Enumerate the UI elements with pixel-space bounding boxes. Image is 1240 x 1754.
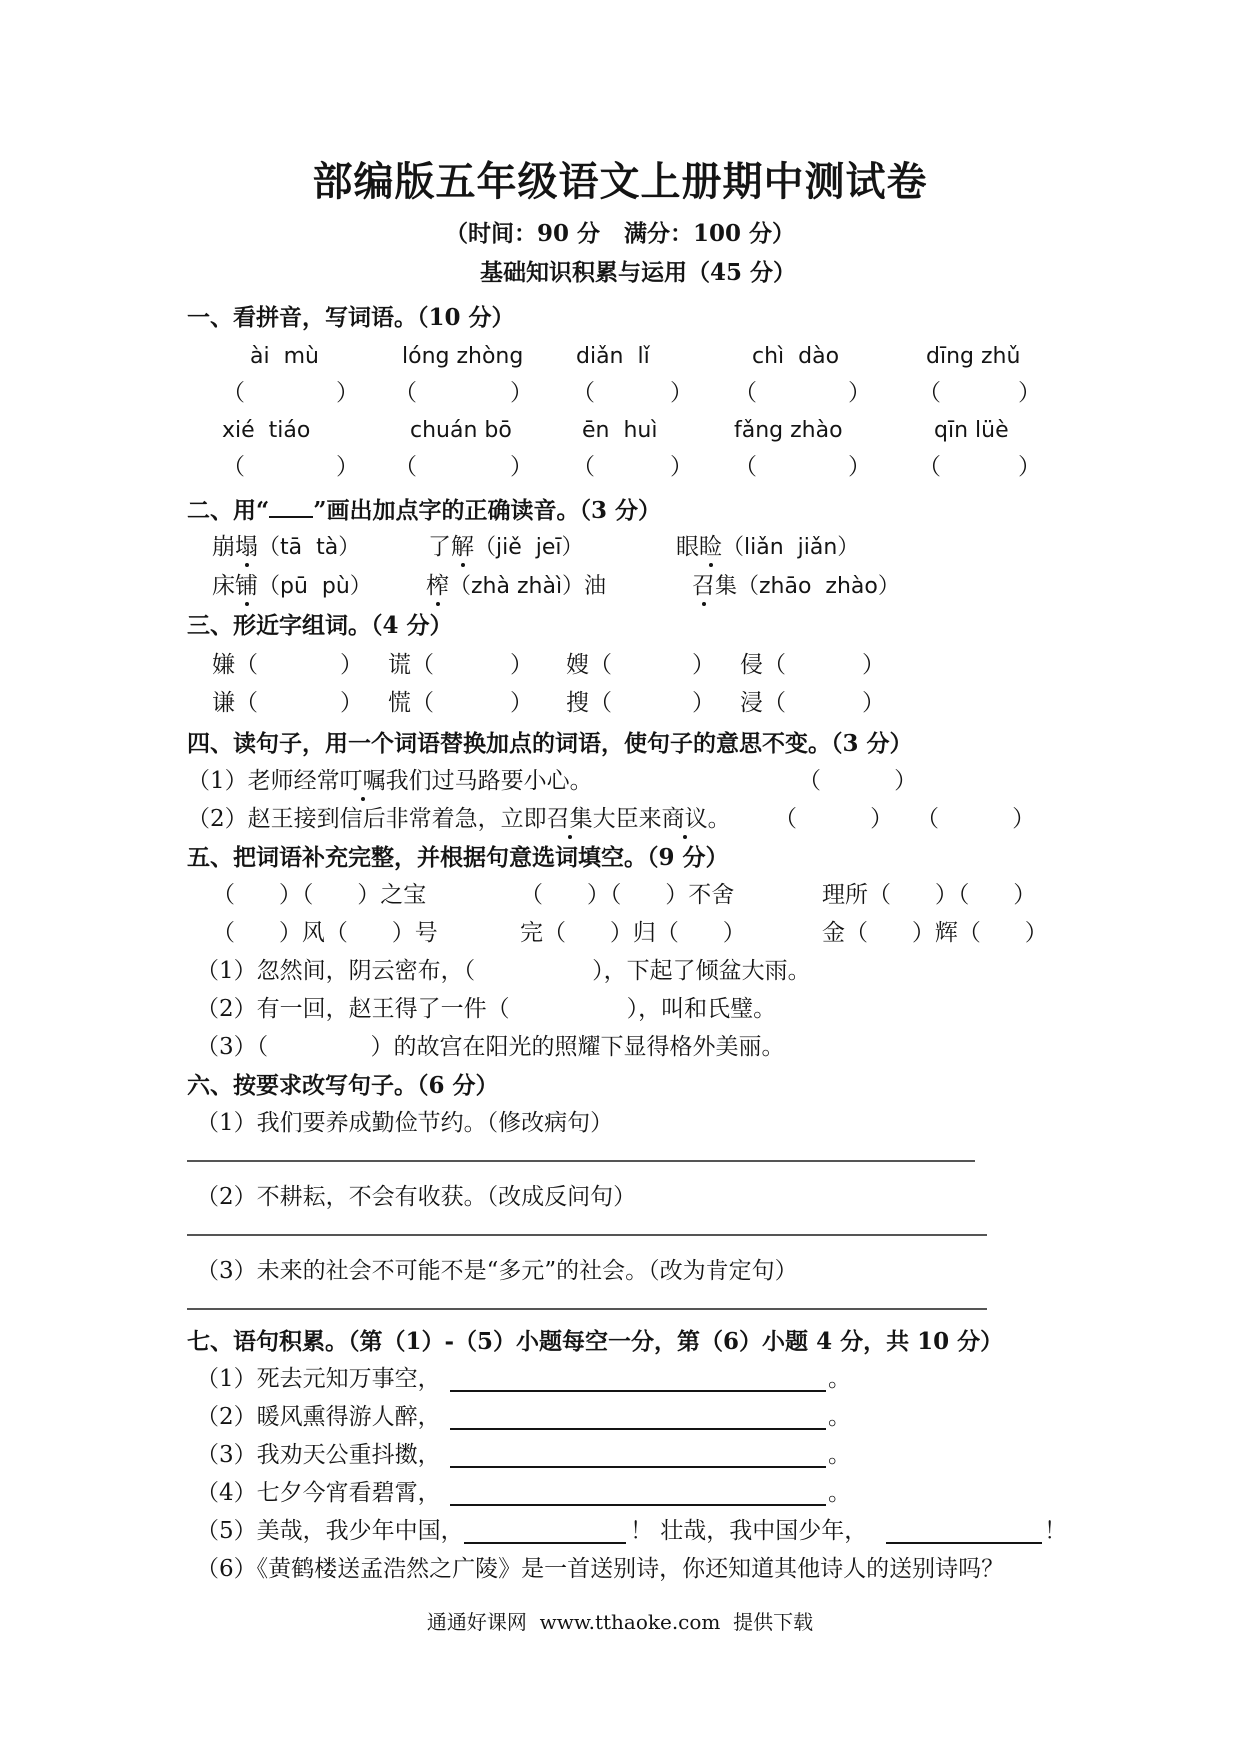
pinyin-item: qīn lüè xyxy=(934,418,1009,443)
period: 。 xyxy=(828,1480,851,1506)
answer-line xyxy=(187,1234,987,1236)
answer-blank: （ ） xyxy=(916,806,1036,832)
idiom-item: （ ）（ ）不舍 xyxy=(520,882,735,908)
section-4-heading: 四、读句子，用一个词语替换加点的词语，使句子的意思不变。（3 分） xyxy=(187,730,913,757)
paren-open: （ xyxy=(918,454,941,480)
paren-open: （ xyxy=(734,380,757,406)
pinyin-item: chì dào xyxy=(752,344,840,369)
paren-open: （ xyxy=(572,380,595,406)
dotted-char: 铺 xyxy=(235,573,258,599)
question-7-4: （4）七夕今宵看碧霄， xyxy=(196,1480,441,1506)
heading-text: 二、用“ xyxy=(187,497,270,524)
pinyin-item: ēn huì xyxy=(582,418,658,443)
paren-close: ） xyxy=(510,380,533,406)
paren-open: （ xyxy=(572,454,595,480)
paren-open: （ xyxy=(222,380,245,406)
heading-text: ”画出加点字的正确读音。（3 分） xyxy=(313,497,661,524)
question-6-1: （1）我们要养成勤俭节约。（修改病句） xyxy=(196,1110,614,1136)
dotted-char: 睑 xyxy=(699,534,722,560)
question-4-1: （1）老师经常叮嘱我们过马路要小心。 xyxy=(187,768,593,794)
question-7-3: （3）我劝天公重抖擞， xyxy=(196,1442,441,1468)
pinyin-item: chuán bō xyxy=(410,418,512,443)
paren-close: ） xyxy=(340,652,363,678)
reading-item: 召集（zhāo zhào） xyxy=(692,573,900,599)
idiom-item: 金（ ）辉（ ） xyxy=(822,920,1048,946)
question-5-3: （3）（ ）的故宫在阳光的照耀下显得格外美丽。 xyxy=(196,1034,785,1060)
reading-item: 崩塌（tā tà） xyxy=(212,534,361,560)
answer-blank: （ ） xyxy=(774,806,894,832)
exclamation: ！ xyxy=(1044,1518,1067,1544)
char-item: 谦（ xyxy=(212,690,258,716)
dotted-char: 塌 xyxy=(235,534,258,560)
idiom-item: 理所（ ）（ ） xyxy=(822,882,1037,908)
answer-line xyxy=(886,1542,1042,1544)
question-4-2: （2）赵王接到信后非常着急，立即召集大臣来商议。 xyxy=(187,806,731,832)
reading-item: 床铺（pū pù） xyxy=(212,573,372,599)
period: 。 xyxy=(828,1404,851,1430)
question-7-5: （5）美哉，我少年中国， xyxy=(196,1518,464,1544)
section-2-heading xyxy=(187,496,661,522)
pinyin-item: lóng zhòng xyxy=(402,344,524,369)
pinyin-item: ài mù xyxy=(250,344,319,369)
dotted-char: 召 xyxy=(692,573,715,599)
paren-open: （ xyxy=(222,454,245,480)
question-7-5-mid: ！ 壮哉，我中国少年， xyxy=(630,1518,868,1544)
idiom-item: （ ）风（ ）号 xyxy=(212,920,438,946)
char-item: 嫂（ xyxy=(566,652,612,678)
underline-sample xyxy=(269,496,313,518)
paren-close: ） xyxy=(340,690,363,716)
paren-close: ） xyxy=(670,380,693,406)
section-6-heading: 六、按要求改写句子。（6 分） xyxy=(187,1072,499,1099)
question-6-3: （3）未来的社会不可能不是“多元”的社会。（改为肯定句） xyxy=(196,1258,798,1284)
question-7-6: （6）《黄鹤楼送孟浩然之广陵》是一首送别诗，你还知道其他诗人的送别诗吗？ xyxy=(196,1556,1005,1582)
section-7-heading: 七、语句积累。（第（1）-（5）小题每空一分，第（6）小题 4 分，共 10 分） xyxy=(187,1328,1004,1355)
dotted-word: 叮嘱 xyxy=(339,768,386,794)
pinyin-item: dīng zhǔ xyxy=(926,344,1021,369)
idiom-item: （ ）（ ）之宝 xyxy=(212,882,427,908)
paren-close: ） xyxy=(1018,454,1041,480)
reading-item: 榨（zhà zhàì）油 xyxy=(426,573,607,599)
paren-close: ） xyxy=(692,690,715,716)
paren-close: ） xyxy=(670,454,693,480)
pinyin-item: xié tiáo xyxy=(222,418,311,443)
paren-close: ） xyxy=(336,454,359,480)
answer-line xyxy=(450,1428,826,1430)
section-1-heading: 一、看拼音，写词语。（10 分） xyxy=(187,304,515,331)
reading-item: 了解（jiě jeī） xyxy=(428,534,584,560)
section-5-heading: 五、把词语补充完整，并根据句意选词填空。（9 分） xyxy=(187,844,729,871)
answer-line xyxy=(464,1542,626,1544)
dotted-char: 解 xyxy=(451,534,474,560)
answer-line xyxy=(450,1390,826,1392)
question-7-1: （1）死去元知万事空， xyxy=(196,1366,441,1392)
answer-blank: （ ） xyxy=(798,768,918,794)
char-item: 浸（ xyxy=(740,690,786,716)
char-item: 谎（ xyxy=(388,652,434,678)
paren-open: （ xyxy=(394,454,417,480)
pinyin-item: fǎng zhào xyxy=(734,418,843,443)
char-item: 慌（ xyxy=(388,690,434,716)
char-item: 嫌（ xyxy=(212,652,258,678)
pinyin-item: diǎn lǐ xyxy=(576,344,650,369)
period: 。 xyxy=(828,1366,851,1392)
paren-close: ） xyxy=(692,652,715,678)
paren-close: ） xyxy=(862,690,885,716)
paren-close: ） xyxy=(862,652,885,678)
paren-close: ） xyxy=(848,380,871,406)
reading-item: 眼睑（liǎn jiǎn） xyxy=(676,534,860,560)
page-title: 部编版五年级语文上册期中测试卷 xyxy=(312,158,928,205)
paren-open: （ xyxy=(918,380,941,406)
dotted-word: 召集 xyxy=(546,806,593,832)
answer-line xyxy=(450,1504,826,1506)
dotted-char: 榨 xyxy=(426,573,449,599)
dotted-word: 商议 xyxy=(661,806,708,832)
paren-open: （ xyxy=(734,454,757,480)
section-3-heading: 三、形近字组词。（4 分） xyxy=(187,612,453,639)
footer-credit: 通通好课网 www.tthaoke.com 提供下载 xyxy=(426,1610,814,1634)
idiom-item: 完（ ）归（ ） xyxy=(520,920,746,946)
paren-close: ） xyxy=(510,454,533,480)
question-5-1: （1）忽然间，阴云密布，（ ），下起了倾盆大雨。 xyxy=(196,958,811,984)
answer-line xyxy=(450,1466,826,1468)
paren-close: ） xyxy=(510,690,533,716)
exam-info: （时间：90 分 满分：100 分） xyxy=(444,220,796,247)
paren-close: ） xyxy=(848,454,871,480)
paren-close: ） xyxy=(510,652,533,678)
paren-close: ） xyxy=(1018,380,1041,406)
answer-line xyxy=(187,1160,975,1162)
question-6-2: （2）不耕耘，不会有收获。（改成反问句） xyxy=(196,1184,637,1210)
period: 。 xyxy=(828,1442,851,1468)
part-title: 基础知识积累与运用（45 分） xyxy=(479,259,796,286)
question-7-2: （2）暖风熏得游人醉， xyxy=(196,1404,441,1430)
paren-open: （ xyxy=(394,380,417,406)
question-5-2: （2）有一回，赵王得了一件（ ），叫和氏璧。 xyxy=(196,996,777,1022)
paren-close: ） xyxy=(336,380,359,406)
char-item: 搜（ xyxy=(566,690,612,716)
char-item: 侵（ xyxy=(740,652,786,678)
answer-line xyxy=(187,1308,987,1310)
